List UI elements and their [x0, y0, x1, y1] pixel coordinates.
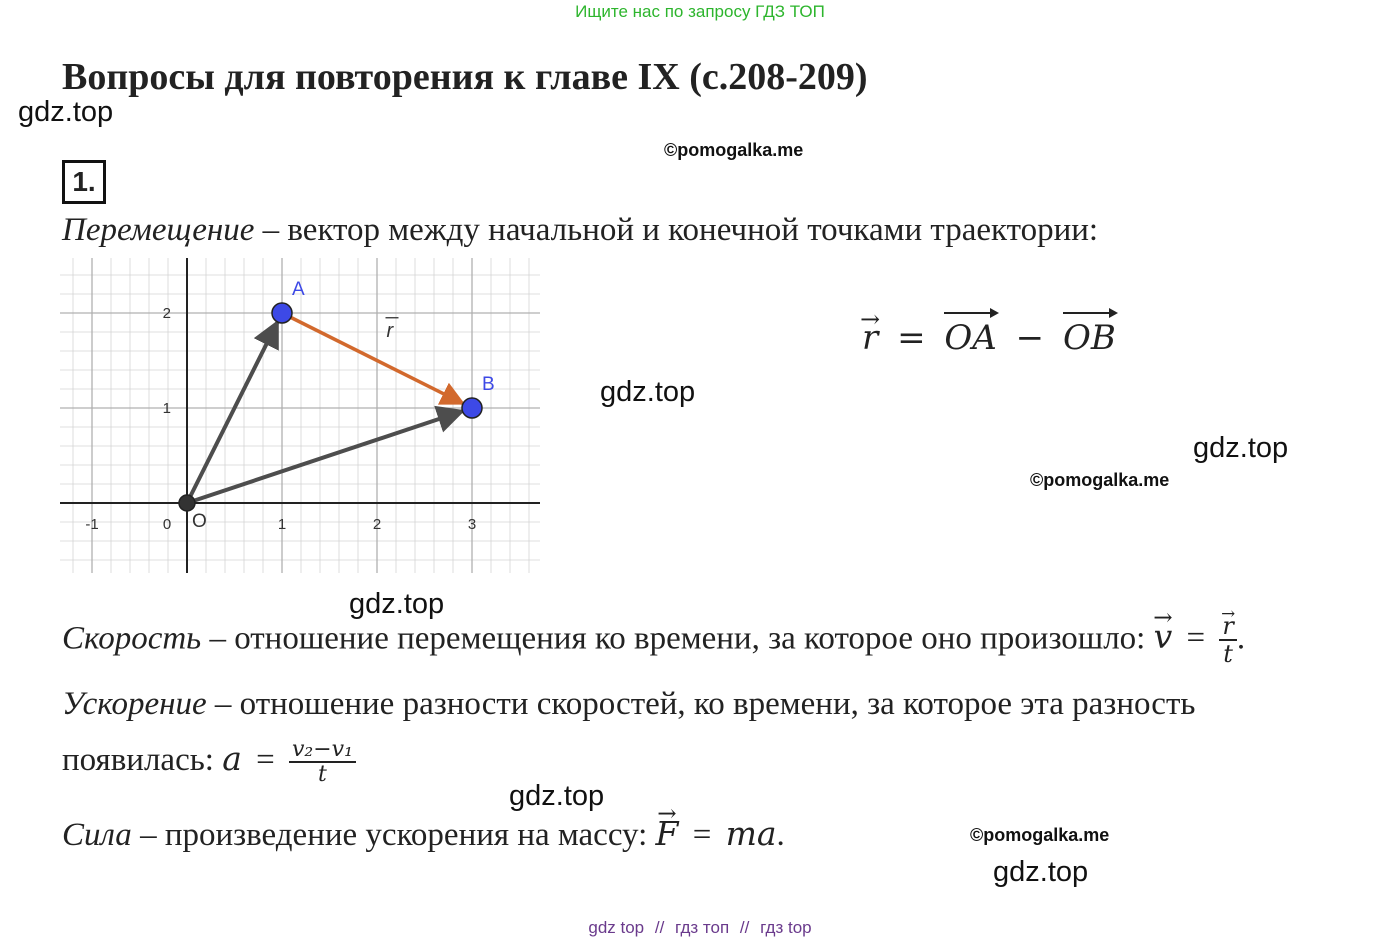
vector-oa: OA: [944, 312, 996, 358]
watermark: gdz.top: [1193, 432, 1289, 464]
point-label-o: O: [192, 511, 207, 532]
acceleration-formula-line: [62, 738, 356, 787]
graph-points: [179, 279, 495, 532]
watermark: gdz.top: [18, 96, 114, 128]
watermark: gdz.top: [600, 376, 696, 408]
point-o: [179, 495, 195, 511]
vector-f: → F: [656, 814, 679, 853]
point-label-a: A: [292, 279, 305, 300]
point-a: [272, 303, 292, 323]
formula-eq: =: [897, 318, 926, 358]
footer-separator: //: [739, 918, 750, 937]
footer-separator: //: [654, 918, 665, 937]
velocity-end: .: [1236, 620, 1246, 657]
footer-link[interactable]: гдз top: [760, 918, 812, 937]
vector-r-arrow: [282, 313, 463, 404]
vector-r-label: r: [386, 319, 394, 342]
formula-minus: −: [1015, 318, 1045, 358]
copyright-mark: ©pomogalka.me: [1030, 470, 1170, 490]
watermark: gdz.top: [509, 780, 605, 812]
displacement-term: Перемещение: [62, 212, 255, 248]
footer-links: [0, 918, 1400, 938]
y-tick-label: 2: [162, 305, 171, 322]
fraction-numerator: → r: [1222, 614, 1233, 639]
fraction-denominator: t: [1223, 640, 1233, 669]
acceleration-text-2: появилась:: [62, 742, 223, 779]
displacement-formula: [862, 312, 1116, 358]
vector-v: → v: [1154, 617, 1173, 656]
x-tick-label: 1: [277, 516, 287, 533]
watermark: gdz.top: [349, 588, 445, 620]
task-number: 1.: [62, 160, 106, 204]
point-label-b: B: [482, 374, 495, 395]
point-b: [462, 398, 482, 418]
force-end: .: [776, 817, 785, 853]
x-tick-label: -1: [85, 516, 99, 533]
velocity-term: Скорость: [62, 620, 202, 657]
velocity-eq: =: [1186, 620, 1206, 657]
displacement-definition: [62, 212, 1098, 249]
displacement-text: – вектор между начальной и конечной точками траектории:: [254, 212, 1099, 248]
accel-denominator: t: [318, 762, 327, 788]
acceleration-text: – отношение разности скоростей, ко времени, за которое эта разность: [206, 686, 1196, 722]
acceleration-fraction: [289, 738, 356, 787]
velocity-definition: [62, 614, 1245, 668]
y-tick-label: 1: [162, 400, 171, 417]
x-tick-label: 3: [467, 516, 477, 533]
x-tick-label: 0: [162, 516, 172, 533]
footer-link[interactable]: гдз топ: [675, 918, 730, 937]
force-ma: ma: [725, 814, 777, 853]
displacement-graph: [60, 258, 540, 573]
accel-eq: =: [256, 742, 275, 779]
force-eq: =: [692, 817, 712, 853]
graph-ticks: [85, 305, 476, 533]
watermark: gdz.top: [993, 856, 1089, 888]
x-tick-label: 2: [372, 516, 382, 533]
copyright-mark: ©pomogalka.me: [664, 140, 804, 160]
force-definition: [62, 814, 785, 854]
top-banner[interactable]: Ищите нас по запросу ГДЗ ТОП: [575, 2, 825, 21]
force-term: Сила: [62, 817, 132, 853]
velocity-text: – отношение перемещения ко времени, за которое оно произошло:: [201, 620, 1154, 657]
acceleration-definition: [62, 686, 1195, 723]
accel-a: a: [222, 739, 242, 779]
vector-ob: OB: [1063, 312, 1116, 358]
vector-r: → r: [862, 318, 878, 358]
copyright-mark: ©pomogalka.me: [970, 825, 1110, 845]
velocity-fraction: [1219, 614, 1236, 668]
force-text: – произведение ускорения на массу:: [131, 817, 656, 853]
page-title: Вопросы для повторения к главе IX (с.208-209): [62, 56, 868, 98]
acceleration-term: Ускорение: [62, 686, 207, 722]
vector-ob-arrow: [187, 411, 463, 503]
footer-link[interactable]: gdz top: [588, 918, 645, 937]
accel-numerator: v₂−v₁: [289, 738, 356, 763]
